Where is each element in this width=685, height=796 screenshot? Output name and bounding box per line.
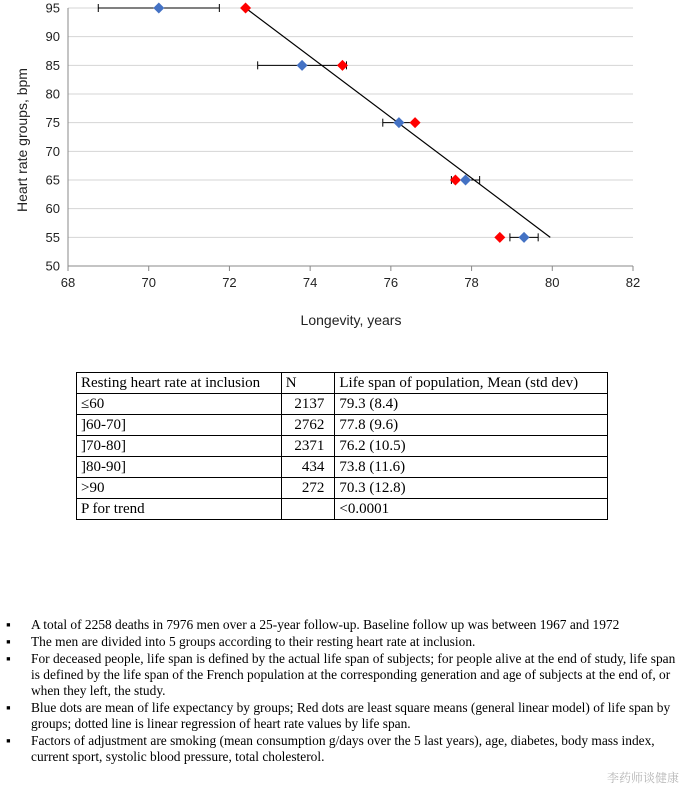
- table-header-row: [77, 373, 608, 394]
- table-trend-row: [77, 499, 608, 520]
- cell-group: ]70-80]: [77, 436, 282, 457]
- cell-n: 434: [281, 457, 335, 478]
- x-tick-label: 70: [141, 275, 156, 290]
- y-tick-label: 55: [45, 229, 60, 245]
- blue-point: [297, 60, 308, 71]
- trend-label: P for trend: [77, 499, 282, 520]
- note-item: [6, 733, 685, 765]
- table-row: [77, 436, 608, 457]
- x-tick-labels: [61, 275, 640, 290]
- cell-n: 272: [281, 478, 335, 499]
- y-tick-label: 85: [45, 57, 60, 73]
- cell-group: ≤60: [77, 394, 282, 415]
- cell-n: 2137: [281, 394, 335, 415]
- cell-life-span: 76.2 (10.5): [335, 436, 608, 457]
- cell-life-span: 70.3 (12.8): [335, 478, 608, 499]
- table-row: [77, 415, 608, 436]
- scatter-chart: [0, 0, 685, 340]
- x-tick-label: 78: [464, 275, 479, 290]
- bullet-icon: ▪: [6, 634, 11, 649]
- chart-axes: [68, 8, 633, 271]
- y-axis-title: Heart rate groups, bpm: [14, 68, 30, 212]
- x-tick-label: 82: [625, 275, 641, 290]
- cell-life-span: 77.8 (9.6): [335, 415, 608, 436]
- red-point: [410, 117, 421, 128]
- x-tick-label: 72: [222, 275, 237, 290]
- header-life-span: Life span of population, Mean (std dev): [335, 373, 608, 394]
- y-tick-label: 95: [45, 0, 60, 16]
- red-point: [494, 232, 505, 243]
- table-row: [77, 478, 608, 499]
- note-text: For deceased people, life span is defined by the actual life span of subjects; for people alive at the end of study, life span is defined by the life span of the French population at the corresponding generation and age of subjects at the end of, or when they left, the study.: [31, 651, 676, 698]
- y-tick-label: 70: [45, 143, 60, 159]
- trend-value: <0.0001: [335, 499, 608, 520]
- cell-group: ]80-90]: [77, 457, 282, 478]
- bullet-icon: ▪: [6, 700, 11, 715]
- y-gridlines: [68, 8, 633, 237]
- y-tick-label: 90: [45, 29, 60, 45]
- x-tick-label: 76: [383, 275, 399, 290]
- notes-list: [6, 617, 685, 766]
- cell-life-span: 73.8 (11.6): [335, 457, 608, 478]
- cell-n: 2371: [281, 436, 335, 457]
- trend-empty-cell: [281, 499, 335, 520]
- red-point: [240, 3, 251, 14]
- bullet-icon: ▪: [6, 651, 11, 666]
- y-tick-labels: [46, 1, 60, 274]
- note-item: [6, 700, 685, 732]
- y-tick-label: 75: [45, 115, 60, 131]
- watermark: 李药师谈健康: [606, 771, 679, 785]
- x-axis-title: Longevity, years: [300, 312, 402, 328]
- life-span-table: [76, 372, 608, 520]
- cell-group: ]60-70]: [77, 415, 282, 436]
- header-group: Resting heart rate at inclusion: [77, 373, 282, 394]
- note-item: [6, 634, 685, 650]
- y-tick-label: 65: [45, 172, 60, 188]
- note-text: A total of 2258 deaths in 7976 men over a 25-year follow-up. Baseline follow up was between 1967 and 1972: [31, 617, 620, 632]
- cell-life-span: 79.3 (8.4): [335, 394, 608, 415]
- y-tick-label: 50: [45, 258, 60, 274]
- blue-point: [519, 232, 530, 243]
- note-text: Blue dots are mean of life expectancy by groups; Red dots are least square means (general linear model) of life span by groups; dotted line is linear regression of heart rate values by life span.: [31, 700, 671, 731]
- note-item: [6, 651, 685, 699]
- cell-n: 2762: [281, 415, 335, 436]
- x-tick-label: 68: [60, 275, 76, 290]
- bullet-icon: ▪: [6, 617, 11, 632]
- x-tick-label: 80: [545, 275, 560, 290]
- blue-point: [153, 3, 164, 14]
- bullet-icon: ▪: [6, 733, 11, 748]
- x-tick-label: 74: [302, 275, 318, 290]
- table-row: [77, 394, 608, 415]
- note-item: [6, 617, 685, 633]
- note-text: Factors of adjustment are smoking (mean consumption g/days over the 5 last years), age, diabetes, body mass index, current sport, systolic blood pressure, total cholesterol.: [31, 733, 655, 764]
- y-tick-label: 80: [45, 86, 60, 102]
- note-text: The men are divided into 5 groups according to their resting heart rate at inclusion.: [31, 634, 476, 649]
- y-tick-label: 60: [45, 201, 60, 217]
- header-n: N: [281, 373, 335, 394]
- table-row: [77, 457, 608, 478]
- cell-group: >90: [77, 478, 282, 499]
